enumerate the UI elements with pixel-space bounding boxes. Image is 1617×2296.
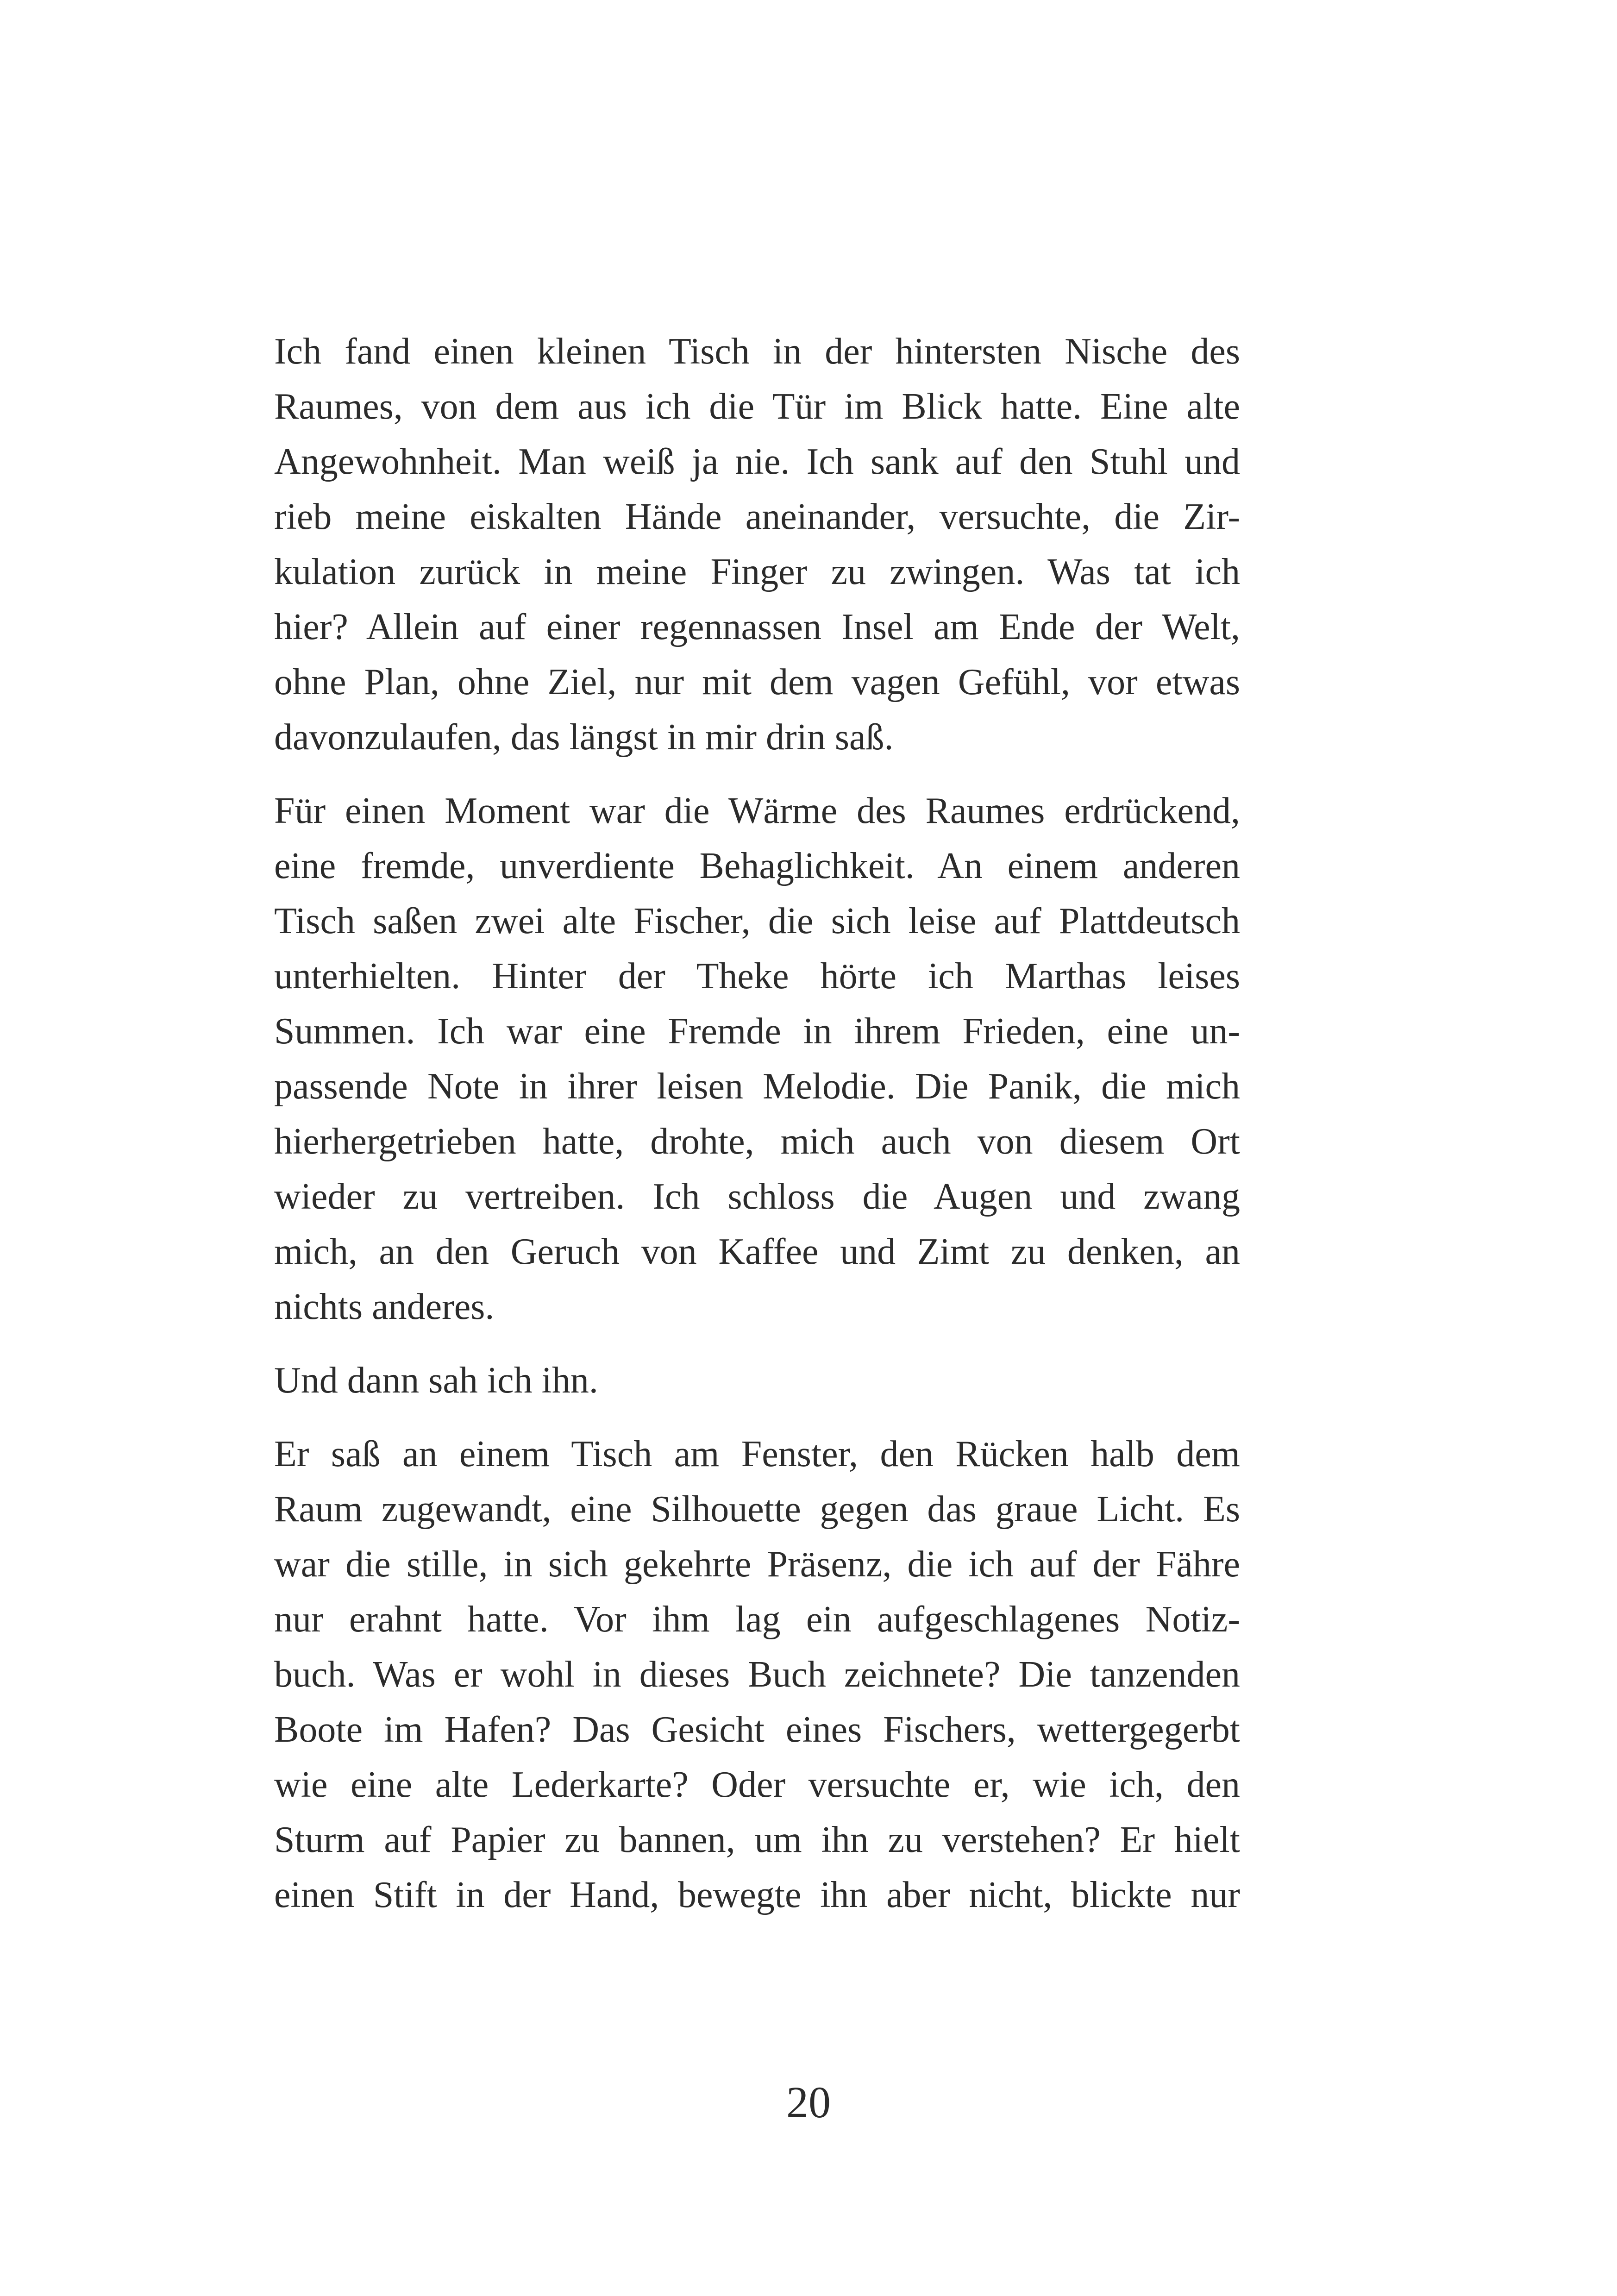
text-line: hier? Allein auf einer regennassen Insel am Ende der Welt, [274,607,1240,647]
text-line: Summen. Ich war eine Fremde in ihrem Frieden, eine un- [274,1011,1240,1052]
text-line: rieb meine eiskalten Hände aneinander, versuchte, die Zir- [274,496,1240,537]
text-line: Für einen Moment war die Wärme des Raumes erdrückend, [274,790,1240,831]
text-line: mich, an den Geruch von Kaffee und Zimt zu denken, an [274,1231,1240,1272]
text-line: nichts anderes. [274,1286,495,1327]
paragraph [274,324,1240,765]
text-line: buch. Was er wohl in dieses Buch zeichnete? Die tanzenden [274,1654,1240,1695]
paragraph [274,784,1240,1335]
paragraph [274,1427,1240,1923]
text-line: ohne Plan, ohne Ziel, nur mit dem vagen Gefühl, vor etwas [274,662,1240,703]
text-line: Raumes, von dem aus ich die Tür im Blick hatte. Eine alte [274,386,1240,427]
text-line: unterhielten. Hinter der Theke hörte ich Marthas leises [274,956,1240,997]
text-line: passende Note in ihrer leisen Melodie. Die Panik, die mich [274,1066,1240,1107]
text-line: wieder zu vertreiben. Ich schloss die Augen und zwang [274,1176,1240,1217]
text-line: Er saß an einem Tisch am Fenster, den Rücken halb dem [274,1434,1240,1474]
text-line: kulation zurück in meine Finger zu zwingen. Was tat ich [274,552,1240,592]
text-line: davonzulaufen, das längst in mir drin saß. [274,717,894,758]
text-line: wie eine alte Lederkarte? Oder versuchte er, wie ich, den [274,1764,1240,1805]
text-line: war die stille, in sich gekehrte Präsenz, die ich auf der Fähre [274,1544,1240,1585]
text-line: nur erahnt hatte. Vor ihm lag ein aufgeschlagenes Notiz- [274,1599,1240,1640]
text-line: eine fremde, unverdiente Behaglichkeit. An einem anderen [274,846,1240,886]
text-line: Und dann sah ich ihn. [274,1360,598,1401]
text-line: Raum zugewandt, eine Silhouette gegen das graue Licht. Es [274,1489,1240,1530]
paragraph [274,1353,1240,1408]
text-line: Boote im Hafen? Das Gesicht eines Fischers, wettergegerbt [274,1709,1240,1750]
text-line: Angewohnheit. Man weiß ja nie. Ich sank auf den Stuhl und [274,441,1240,482]
page-number: 20 [786,2077,831,2127]
text-line: Tisch saßen zwei alte Fischer, die sich leise auf Plattdeutsch [274,901,1240,941]
body-text [274,324,1240,1923]
text-line: einen Stift in der Hand, bewegte ihn aber nicht, blickte nur [274,1875,1240,1915]
text-line: Sturm auf Papier zu bannen, um ihn zu verstehen? Er hielt [274,1819,1240,1860]
text-line: Ich fand einen kleinen Tisch in der hintersten Nische des [274,331,1240,372]
text-line: hierhergetrieben hatte, drohte, mich auch von diesem Ort [274,1121,1240,1162]
